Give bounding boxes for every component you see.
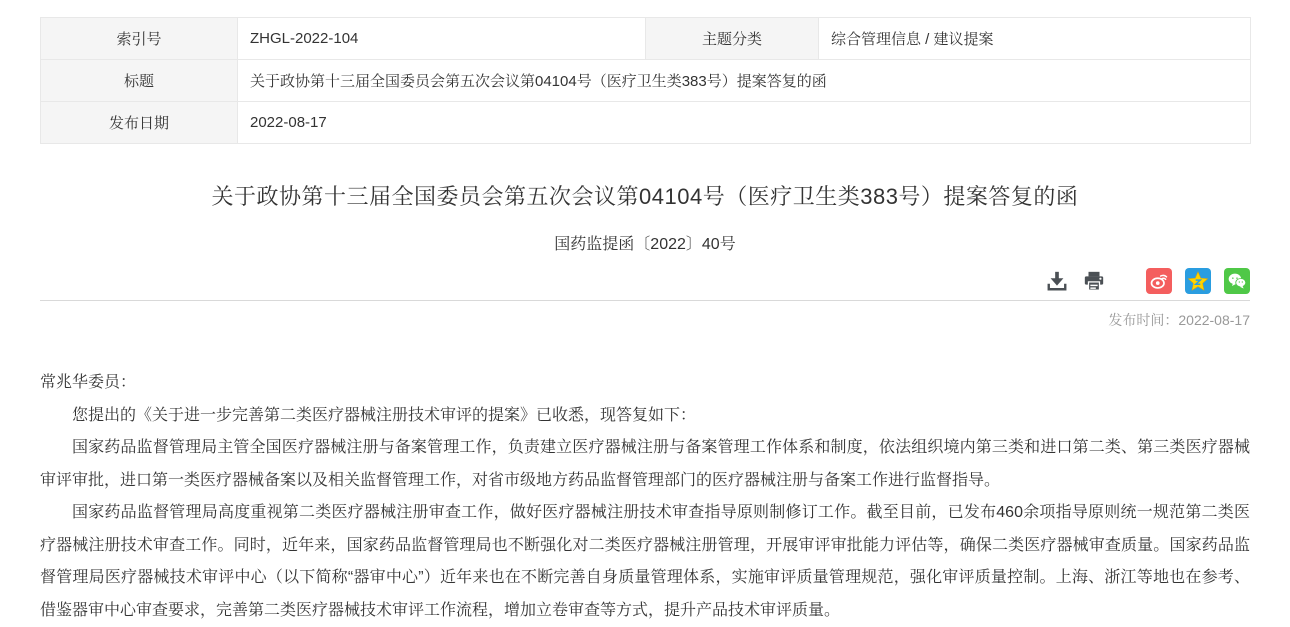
topic-value: 综合管理信息 / 建议提案 <box>819 18 1251 60</box>
wechat-share-icon <box>1227 271 1247 291</box>
body-paragraphs <box>40 367 1250 627</box>
wechat-share-button[interactable] <box>1224 268 1250 294</box>
download-button[interactable] <box>1045 269 1069 293</box>
qzone-share-icon <box>1187 270 1209 292</box>
title-value: 关于政协第十三届全国委员会第五次会议第04104号（医疗卫生类383号）提案答复的函 <box>238 60 1251 102</box>
date-label: 发布日期 <box>41 102 238 144</box>
title-label: 标题 <box>41 60 238 102</box>
body-paragraph: 国家药品监督管理局主管全国医疗器械注册与备案管理工作，负责建立医疗器械注册与备案管理工作体系和制度，依法组织境内第三类和进口第二类、第三类医疗器械审评审批，进口第一类医疗器械备案以及相关监督管理工作，对省市级地方药品监督管理部门的医疗器械注册与备案工作进行监督指导。 <box>40 439 1250 489</box>
document-info-table <box>40 17 1251 144</box>
index-value: ZHGL-2022-104 <box>238 18 646 60</box>
publish-time-label: 发布时间： <box>1108 312 1179 328</box>
toolbar <box>40 268 1250 294</box>
publish-time-value: 2022-08-17 <box>1178 312 1250 328</box>
print-button[interactable] <box>1082 269 1106 293</box>
weibo-share-icon <box>1149 271 1169 291</box>
body-paragraph: 您提出的《关于进一步完善第二类医疗器械注册技术审评的提案》已收悉，现答复如下： <box>72 406 697 424</box>
body-paragraph: 常兆华委员： <box>40 374 137 391</box>
qzone-share-button[interactable] <box>1185 268 1211 294</box>
document-number: 国药监提函〔2022〕40号 <box>554 236 736 253</box>
weibo-share-button[interactable] <box>1146 268 1172 294</box>
table-row <box>41 18 1251 60</box>
body-paragraph: 国家药品监督管理局高度重视第二类医疗器械注册审查工作，做好医疗器械注册技术审查指导原则制修订工作。截至目前，已发布460余项指导原则统一规范第二类医疗器械注册技术审查工作。同时，近年来，国家药品监督管理局也不断强化对二类医疗器械注册管理，开展审评审批能力评估等，确保二类医疗器械审查质量。国家药品监督管理局医疗器械技术审评中心（以下简称“器审中心”）近年来也在不断完善自身质量管理体系，实施审评质量管理规范，强化审评质量控制。上海、浙江等地也在参考、借鉴器审中心审查要求，完善第二类医疗器械技术审评工作流程，增加立卷审查等方式，提升产品技术审评质量。 <box>40 504 1250 619</box>
table-row <box>41 60 1251 102</box>
publish-time <box>40 310 1250 330</box>
download-icon <box>1046 270 1068 292</box>
date-value: 2022-08-17 <box>238 102 1251 144</box>
index-label: 索引号 <box>41 18 238 60</box>
page-content <box>40 17 1250 627</box>
divider <box>40 300 1250 301</box>
page-title: 关于政协第十三届全国委员会第五次会议第04104号（医疗卫生类383号）提案答复的函 <box>211 184 1079 209</box>
topic-label: 主题分类 <box>646 18 819 60</box>
table-row <box>41 102 1251 144</box>
print-icon <box>1083 270 1105 292</box>
